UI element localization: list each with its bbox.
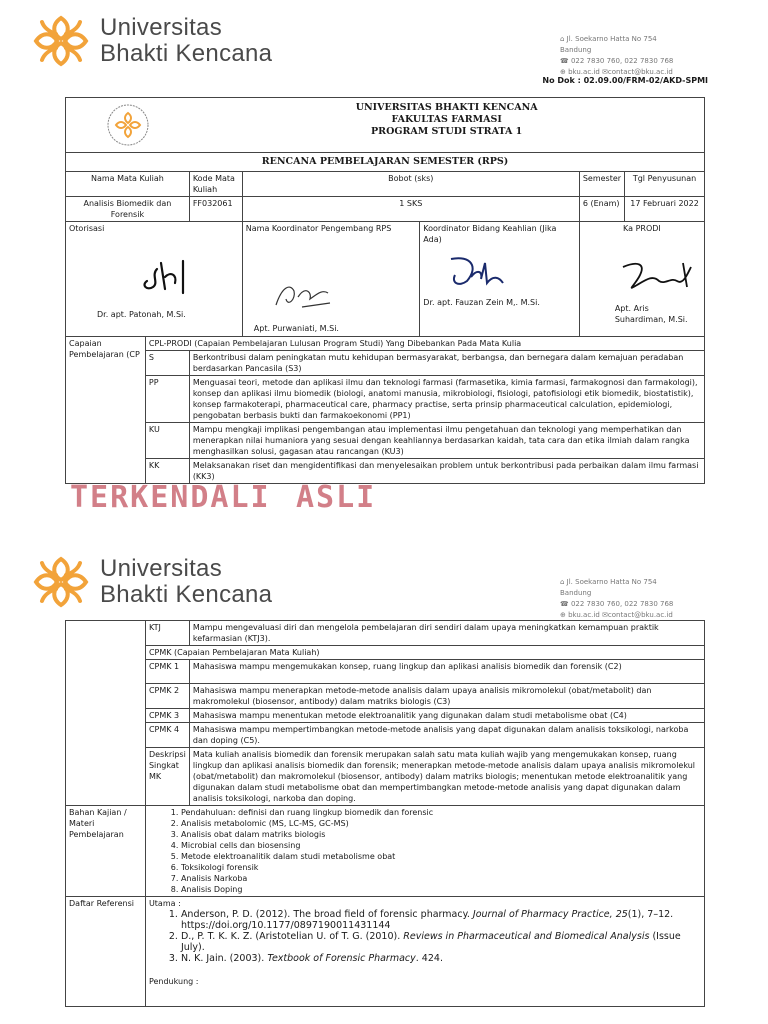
- reference-text: (1), 7–12. https://doi.org/10.1177/0897190011431144: [180, 909, 674, 931]
- list-item: 6. Toksikologi forensik: [181, 862, 701, 873]
- signature-1-icon: [139, 257, 199, 297]
- stamp-asli: ASLI: [296, 480, 377, 515]
- cpl-text: Melaksanakan riset dan mengidentifikasi dan menyelesaikan problem untuk berkontribusi pada perbaikan dalam ilmu farmasi (KK3): [189, 459, 704, 484]
- university-logo: [30, 14, 272, 68]
- header-weight: Bobot (sks): [242, 172, 579, 197]
- list-item: 1. Pendahuluan: definisi dan ruang lingkup biomedik dan forensic: [181, 807, 701, 818]
- cpmk-heading: CPMK (Capaian Pembelajaran Mata Kuliah): [145, 646, 704, 660]
- signature-3-icon: [441, 253, 511, 293]
- web-text: bku.ac.id: [568, 611, 600, 619]
- cp-label: Capaian Pembelajaran (CP: [66, 337, 146, 484]
- header-date: Tgl Penyusunan: [625, 172, 705, 197]
- list-item: 8. Analisis Doping: [181, 884, 701, 895]
- header-field-coordinator: Koordinator Bidang Keahlian (Jika Ada): [420, 222, 580, 247]
- phone-icon: ☎: [560, 600, 571, 608]
- address-block: [560, 577, 690, 621]
- flower-logo-icon: [30, 555, 92, 609]
- ktj-text: Mampu mengevaluasi diri dan mengelola pembelajaran diri sendiri dalam upaya meningkatkan kemampuan praktik kefarmasian (KTJ3).: [189, 621, 704, 646]
- ktj-code: KTJ: [145, 621, 189, 646]
- description-text: Mata kuliah analisis biomedik dan forensik merupakan salah satu mata kuliah wajib yang mengemukakan konsep, ruang lingkup dan aplikasi analisis biomedik dan forensik; menerapkan metode-metode analisis dalam upaya analisis mikromolekul (obat/metabolit) dan makromolekul (biosensor, antibody) dalam matriks biologis; menentukan metode elektroanalitik yang digunakan dalam studi metabolisme obat dan mempertimbangkan metode-metode analisis yang dapat digunakan dalam analisis toksikologi, narkoba dan doping.: [189, 748, 704, 806]
- reference-item: [181, 909, 701, 931]
- page-2: [0, 545, 768, 1024]
- reference-label: Daftar Referensi: [66, 897, 146, 1007]
- reference-journal: Reviews in Pharmaceutical and Biomedical Analysis: [403, 931, 650, 942]
- email-icon: ✉: [602, 68, 608, 76]
- cpmk-text: Mahasiswa mampu menerapkan metode-metode analisis dalam upaya analisis mikromolekul (obat/metabolit) dan makromolekul (biosensor, antibody) dalam matriks biologis (C3): [189, 684, 704, 709]
- reference-journal: Journal of Pharmacy Practice, 25: [472, 909, 628, 920]
- material-list-cell: [145, 806, 704, 897]
- reference-journal: Textbook of Forensic Pharmacy: [267, 953, 416, 964]
- cpmk-text: Mahasiswa mampu menentukan metode elektroanalitik yang digunakan dalam studi metabolisme obat (C4): [189, 709, 704, 723]
- address-block: [560, 34, 690, 78]
- reference-cell: [145, 897, 704, 1007]
- cpmk-code: CPMK 4: [145, 723, 189, 748]
- cpl-text: Mampu mengkaji implikasi pengembangan atau implementasi ilmu pengetahuan dan teknologi yang memperhatikan dan menerapkan nilai humaniora yang sesuai dengan keahliannya berdasarkan kaidah, tata cara dan etika ilmiah dalam rangka menghasilkan solusi, gagasan atau rancangan (KU3): [189, 423, 704, 459]
- material-list: [163, 807, 701, 895]
- seal-cell: [66, 98, 190, 153]
- web-icon: ⊕: [560, 68, 569, 76]
- course-semester: 6 (Enam): [579, 197, 624, 222]
- signatory-4: Apt. Aris Suhardiman, M.Si.: [614, 304, 688, 324]
- university-seal-icon: [106, 103, 150, 147]
- location-icon: ⌂: [560, 578, 567, 586]
- rps-heading: RENCANA PEMBELAJARAN SEMESTER (RPS): [66, 153, 705, 172]
- signature-cell-1: [66, 246, 243, 337]
- course-name: Analisis Biomedik dan Forensik: [66, 197, 190, 222]
- location-icon: ⌂: [560, 35, 567, 43]
- signature-2-icon: [272, 277, 336, 313]
- cpl-text: Menguasai teori, metode dan aplikasi ilmu dan teknologi farmasi (farmasetika, kimia farmasi, farmakognosi dan farmakologi), konsep dan aplikasi ilmu biomedik (biologi, anatomi manusia, mikrobiologi, fisiologi, patofisiologi etik biomedik, biostatistik), konsep farmakoterapi, pharmaceutical care, pharmacy practise, serta prinsip pharmaceutical calculation, epidemiologi, pengobatan berbasis bukti dan farmakoekonomi (PP1): [189, 376, 704, 423]
- rps-table-continued: [65, 620, 705, 1007]
- phone-text: 022 7830 760, 022 7830 768: [570, 600, 674, 608]
- cp-label-continued: [66, 621, 146, 806]
- signature-cell-2: [242, 246, 420, 337]
- header-head-prodi: Ka PRODI: [579, 222, 704, 247]
- phone-icon: ☎: [560, 57, 571, 65]
- address-text: Jl. Soekarno Hatta No 754 Bandung: [560, 578, 657, 597]
- reference-text: Anderson, P. D. (2012). The broad field of forensic pharmacy.: [180, 909, 473, 920]
- web-text: bku.ac.id: [568, 68, 600, 76]
- authorization-label: Otorisasi: [66, 222, 243, 247]
- course-code: FF032061: [189, 197, 242, 222]
- cpl-code: KU: [145, 423, 189, 459]
- list-item: 4. Microbial cells dan biosensing: [181, 840, 701, 851]
- reference-item: [181, 931, 701, 953]
- header-semester: Semester: [579, 172, 624, 197]
- university-name-line1: Universitas: [100, 14, 222, 41]
- title-cell: [189, 98, 704, 153]
- reference-text: (Issue July).: [180, 931, 681, 953]
- cpl-heading: CPL-PRODI (Capaian Pembelajaran Lulusan Program Studi) Yang Dibebankan Pada Mata Kulia: [145, 337, 704, 351]
- cpl-code: PP: [145, 376, 189, 423]
- signature-cell-4: [579, 246, 704, 337]
- list-item: 7. Analisis Narkoba: [181, 873, 701, 884]
- email-text: contact@bku.ac.id: [607, 611, 673, 619]
- university-name-line2: Bhakti Kencana: [100, 581, 273, 608]
- material-label: Bahan Kajian / Materi Pembelajaran: [66, 806, 146, 897]
- list-item: 3. Analisis obat dalam matriks biologis: [181, 829, 701, 840]
- cpmk-text: Mahasiswa mampu mempertimbangkan metode-metode analisis yang dapat digunakan dalam analisis toksikologi, narkoba dan doping (C5).: [189, 723, 704, 748]
- header-course-code: Kode Mata Kuliah: [189, 172, 242, 197]
- document-number: No Dok : 02.09.00/FRM-02/AKD-SPMI: [542, 76, 708, 85]
- signatory-3: Dr. apt. Fauzan Zein M,. M.Si.: [423, 298, 540, 307]
- cpmk-text: Mahasiswa mampu mengemukakan konsep, ruang lingkup dan aplikasi analisis biomedik dan forensik (C2): [189, 660, 704, 684]
- university-name-line2: Bhakti Kencana: [100, 40, 273, 67]
- rps-table: [65, 97, 705, 484]
- course-date: 17 Februari 2022: [625, 197, 705, 222]
- list-item: 5. Metode elektroanalitik dalam studi metabolisme obat: [181, 851, 701, 862]
- title-university: UNIVERSITAS BHAKTI KENCANA: [355, 102, 538, 113]
- signatory-2: Apt. Purwaniati, M.Si.: [253, 324, 339, 333]
- reference-support-label: Pendukung :: [148, 977, 199, 986]
- signature-4-icon: [617, 257, 697, 297]
- title-program: PROGRAM STUDI STRATA 1: [371, 126, 523, 137]
- email-text: contact@bku.ac.id: [607, 68, 673, 76]
- signatory-1: Dr. apt. Patonah, M.Si.: [97, 310, 186, 319]
- cpmk-code: CPMK 1: [145, 660, 189, 684]
- university-logo: [30, 555, 272, 609]
- cpmk-code: CPMK 2: [145, 684, 189, 709]
- reference-item: [181, 953, 701, 964]
- reference-text: D., P. T. K. K. Z. (Aristotelian U. of T. G. (2010).: [180, 931, 404, 942]
- cpl-text: Berkontribusi dalam peningkatan mutu kehidupan bermasyarakat, berbangsa, dan bernegara dalam kemajuan peradaban berdasarkan Pancasila (S3): [189, 351, 704, 376]
- reference-text: N. K. Jain. (2003).: [180, 953, 268, 964]
- reference-main-label: Utama :: [148, 899, 181, 908]
- description-label: Deskripsi Singkat MK: [145, 748, 189, 806]
- university-name-line1: Universitas: [100, 555, 222, 582]
- phone-text: 022 7830 760, 022 7830 768: [570, 57, 674, 65]
- address-text: Jl. Soekarno Hatta No 754 Bandung: [560, 35, 657, 54]
- reference-text: . 424.: [415, 953, 443, 964]
- header-course-name: Nama Mata Kuliah: [66, 172, 190, 197]
- email-icon: ✉: [602, 611, 608, 619]
- cpmk-code: CPMK 3: [145, 709, 189, 723]
- stamp-terkendali: TERKENDALI: [70, 480, 271, 515]
- cpl-code: KK: [145, 459, 189, 484]
- reference-list: [163, 909, 701, 964]
- title-faculty: FAKULTAS FARMASI: [391, 114, 502, 125]
- cpl-code: S: [145, 351, 189, 376]
- list-item: 2. Analisis metabolomic (MS, LC-MS, GC-MS): [181, 818, 701, 829]
- header-coordinator: Nama Koordinator Pengembang RPS: [242, 222, 420, 247]
- course-weight: 1 SKS: [242, 197, 579, 222]
- flower-logo-icon: [30, 14, 92, 68]
- signature-cell-3: [420, 246, 580, 337]
- web-icon: ⊕: [560, 611, 569, 619]
